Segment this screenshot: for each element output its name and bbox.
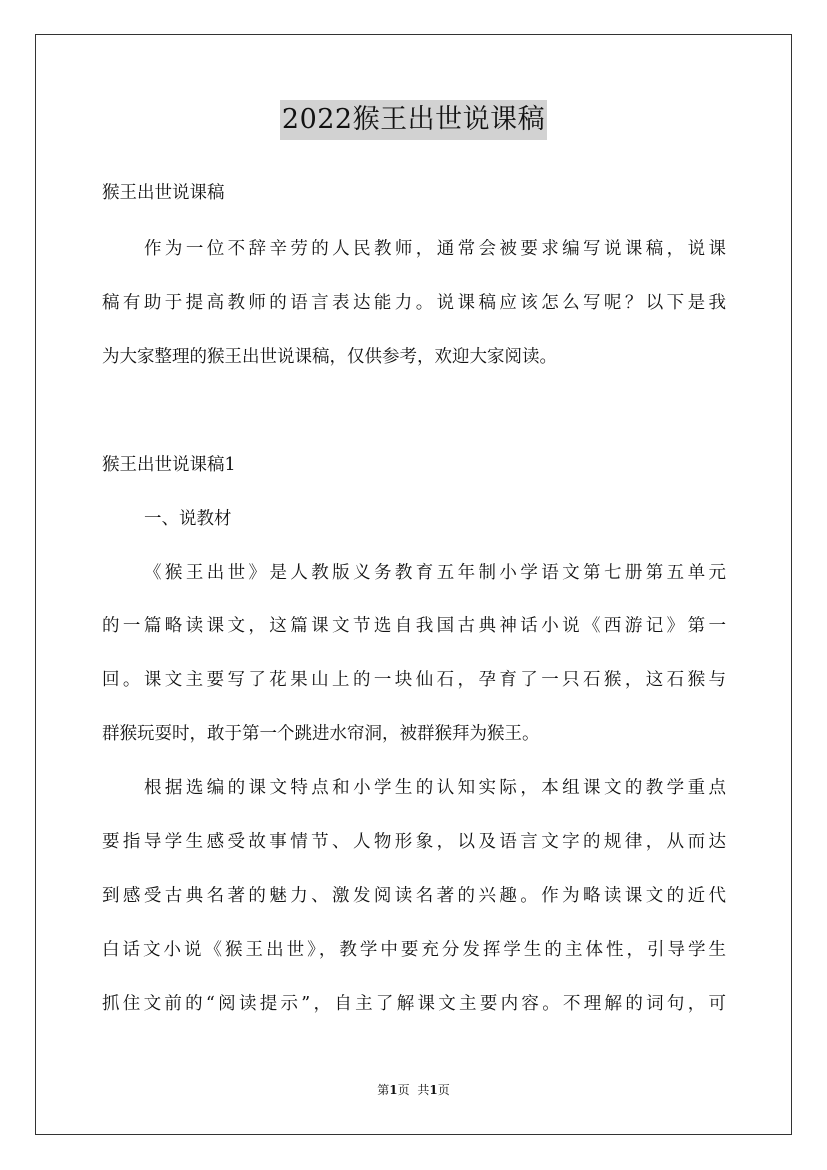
paragraph-1-line-1: 《猴王出世》是人教版义务教育五年制小学语文第七册第五单元 [144, 563, 726, 583]
page-label-suffix: 页 [397, 1083, 410, 1097]
page-footer [0, 1082, 827, 1098]
title-container [0, 100, 827, 140]
total-label-prefix: 共 [417, 1083, 430, 1097]
paragraph-2-line-5: 抓住文前的“阅读提示”，自主了解课文主要内容。不理解的词句，可 [102, 994, 726, 1014]
paragraph-2-line-1: 根据选编的课文特点和小学生的认知实际，本组课文的教学重点 [144, 778, 726, 798]
page-label-prefix: 第 [377, 1083, 390, 1097]
paragraph-1-line-2: 的一篇略读课文，这篇课文节选自我国古典神话小说《西游记》第一 [102, 616, 726, 636]
paragraph-1-line-3: 回。课文主要写了花果山上的一块仙石，孕育了一只石猴，这石猴与 [102, 670, 726, 690]
intro-line-1: 作为一位不辞辛劳的人民教师，通常会被要求编写说课稿，说课 [144, 239, 726, 259]
paragraph-2-line-4: 白话文小说《猴王出世》，教学中要充分发挥学生的主体性，引导学生 [102, 940, 726, 960]
intro-line-2: 稿有助于提高教师的语言表达能力。说课稿应该怎么写呢？以下是我 [102, 293, 726, 313]
section-heading: 一、说教材 [144, 509, 232, 529]
document-title: 2022猴王出世说课稿 [280, 100, 547, 140]
document-subtitle: 猴王出世说课稿 [102, 183, 225, 203]
paragraph-2-line-3: 到感受古典名著的魅力、激发阅读名著的兴趣。作为略读课文的近代 [102, 886, 726, 906]
total-pages: 1 [429, 1083, 438, 1097]
paragraph-2-line-2: 要指导学生感受故事情节、人物形象，以及语言文字的规律，从而达 [102, 832, 726, 852]
paragraph-1-line-4: 群猴玩耍时，敢于第一个跳进水帘洞，被群猴拜为猴王。 [102, 724, 540, 744]
intro-line-3: 为大家整理的猴王出世说课稿，仅供参考，欢迎大家阅读。 [102, 347, 557, 367]
section-title: 猴王出世说课稿1 [102, 455, 236, 475]
total-label-suffix: 页 [437, 1083, 450, 1097]
page-number: 1 [389, 1083, 398, 1097]
